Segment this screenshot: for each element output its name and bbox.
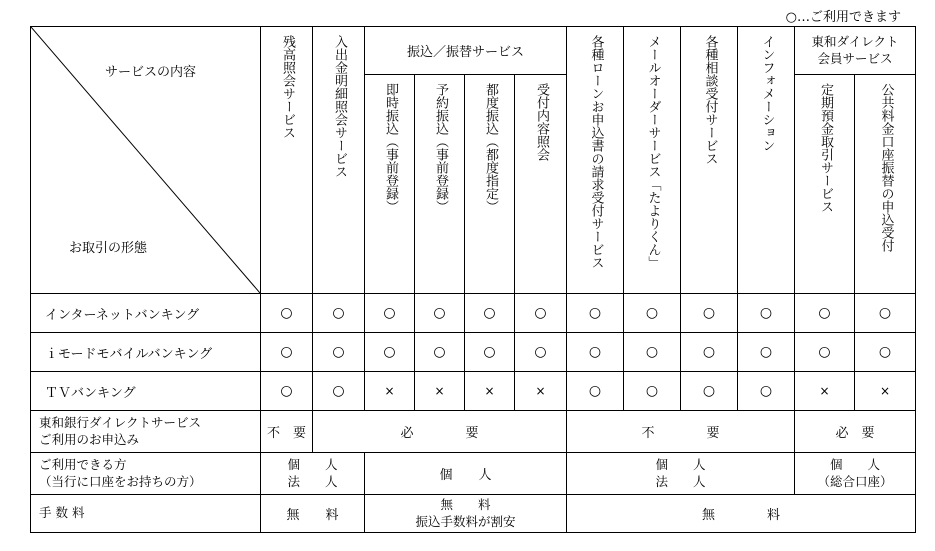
- mark-cell: ○: [624, 372, 681, 411]
- mark-cell: ×: [795, 372, 855, 411]
- col-member-group: 東和ダイレクト会員サービス: [795, 27, 916, 75]
- row-tv: [31, 372, 916, 411]
- fee-col1: 無 料: [261, 495, 365, 533]
- col-mailorder: メールオーダーサービス「たよりくん」: [624, 27, 681, 294]
- row-label: インターネットバンキング: [31, 294, 261, 333]
- mark-cell: ○: [855, 333, 916, 372]
- users-col1: 個 人 法 人: [261, 453, 365, 495]
- mark-cell: ○: [415, 294, 465, 333]
- mark-cell: ×: [515, 372, 567, 411]
- mark-cell: ×: [365, 372, 415, 411]
- row-apply: [31, 411, 916, 453]
- corner-cell: [31, 27, 261, 294]
- apply-col2: 必 要: [313, 411, 567, 453]
- mark-cell: ○: [567, 372, 624, 411]
- mark-cell: ○: [313, 333, 365, 372]
- mark-cell: ○: [365, 333, 415, 372]
- mark-cell: ○: [681, 372, 738, 411]
- mark-cell: ○: [567, 294, 624, 333]
- col-loan: 各種ローンお申込書の請求受付サービス: [567, 27, 624, 294]
- apply-col4: 必 要: [795, 411, 916, 453]
- mark-cell: ○: [681, 333, 738, 372]
- apply-col3: 不 要: [567, 411, 795, 453]
- users-col3: 個 人 法 人: [567, 453, 795, 495]
- mark-cell: ○: [465, 333, 515, 372]
- mark-cell: ○: [738, 333, 795, 372]
- mark-cell: ×: [415, 372, 465, 411]
- mark-cell: ○: [515, 294, 567, 333]
- apply-label: 東和銀行ダイレクトサービス ご利用のお申込み: [31, 411, 261, 453]
- mark-cell: ○: [681, 294, 738, 333]
- mark-cell: ○: [313, 372, 365, 411]
- mark-cell: ○: [365, 294, 415, 333]
- col-balance: 残高照会サービス: [261, 27, 313, 294]
- mark-cell: ○: [313, 294, 365, 333]
- apply-col1: 不 要: [261, 411, 313, 453]
- row-label: ｉモードモバイルバンキング: [31, 333, 261, 372]
- mark-cell: ○: [855, 294, 916, 333]
- mark-cell: ○: [624, 333, 681, 372]
- mark-cell: ○: [567, 333, 624, 372]
- header-row-1: [31, 27, 916, 75]
- service-table: [30, 26, 916, 533]
- mark-cell: ○: [465, 294, 515, 333]
- mark-cell: ○: [624, 294, 681, 333]
- col-transfer-inquiry: 受付内容照会: [515, 75, 567, 294]
- users-label: ご利用できる方 （当行に口座をお持ちの方）: [31, 453, 261, 495]
- mark-cell: ○: [261, 294, 313, 333]
- col-consult: 各種相談受付サービス: [681, 27, 738, 294]
- mark-cell: ○: [415, 333, 465, 372]
- col-transfer-group: 振込／振替サービス: [365, 27, 567, 75]
- fee-col3: 無 料: [567, 495, 916, 533]
- mark-cell: ○: [515, 333, 567, 372]
- row-label: ＴＶバンキング: [31, 372, 261, 411]
- row-imode: [31, 333, 916, 372]
- users-col2: 個 人: [365, 453, 567, 495]
- corner-service-label: サービスの内容: [105, 65, 197, 80]
- fee-label: 手 数 料: [31, 495, 261, 533]
- mark-cell: ○: [738, 294, 795, 333]
- mark-cell: ○: [261, 333, 313, 372]
- fee-col2: 無 料 振込手数料が割安: [365, 495, 567, 533]
- row-fee: [31, 495, 916, 533]
- row-internet: [31, 294, 916, 333]
- col-info: インフォメーション: [738, 27, 795, 294]
- mark-cell: ○: [795, 333, 855, 372]
- mark-cell: ○: [795, 294, 855, 333]
- col-transfer-scheduled: 予約振込（事前登録）: [415, 75, 465, 294]
- mark-cell: ○: [261, 372, 313, 411]
- corner-transaction-label: お取引の形態: [69, 241, 148, 256]
- col-member-utility: 公共料金口座振替の申込受付: [855, 75, 916, 294]
- col-statement: 入出金明細照会サービス: [313, 27, 365, 294]
- col-transfer-immediate: 即時振込（事前登録）: [365, 75, 415, 294]
- mark-cell: ○: [738, 372, 795, 411]
- legend: ○…ご利用できます: [785, 10, 901, 25]
- mark-cell: ×: [465, 372, 515, 411]
- users-col4: 個 人 （総合口座）: [795, 453, 916, 495]
- row-users: [31, 453, 916, 495]
- mark-cell: ×: [855, 372, 916, 411]
- col-member-deposit: 定期預金取引サービス: [795, 75, 855, 294]
- col-transfer-each: 都度振込（都度指定）: [465, 75, 515, 294]
